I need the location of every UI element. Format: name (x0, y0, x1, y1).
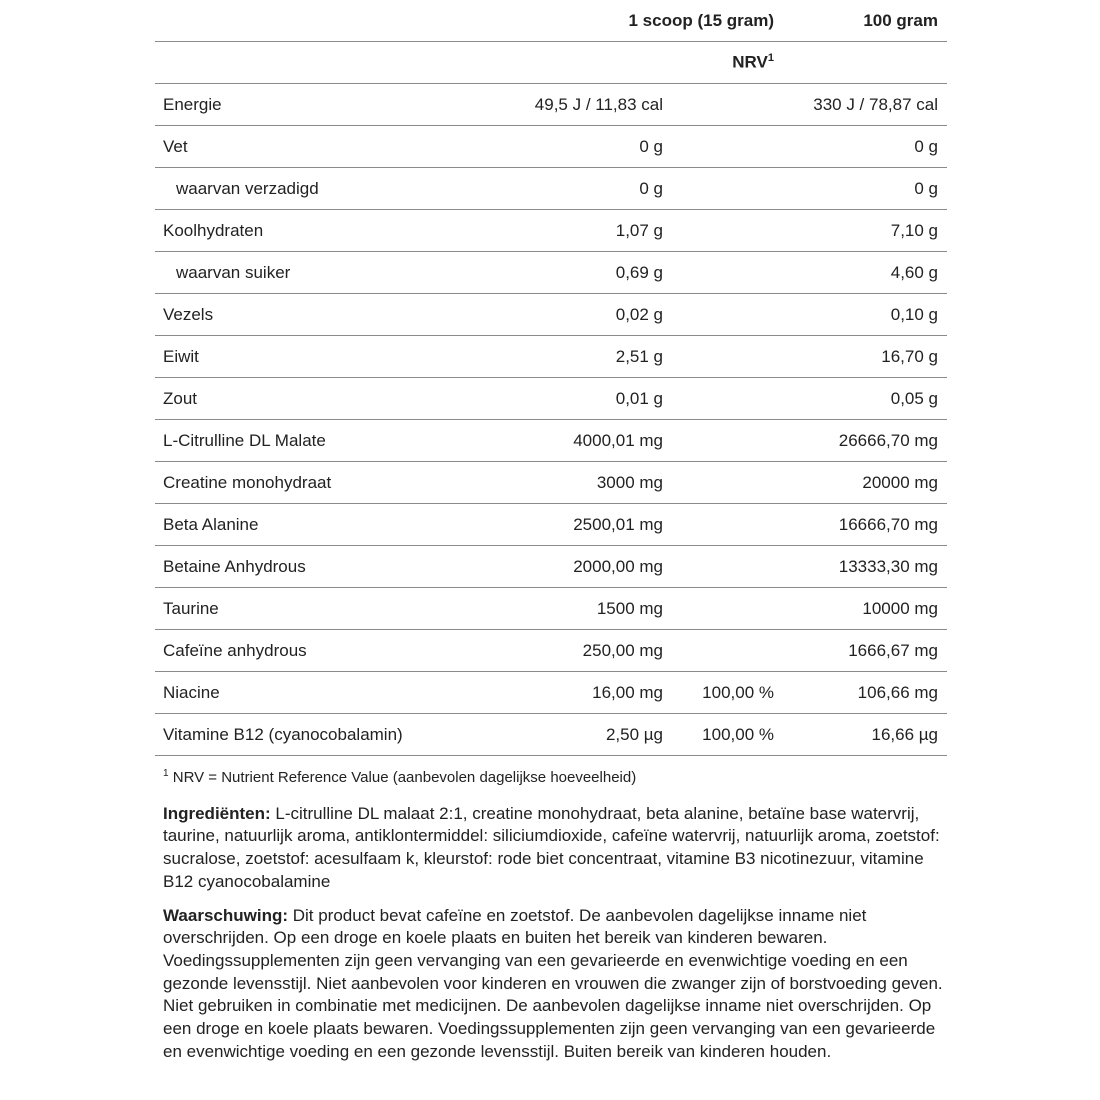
value-nrv (671, 504, 783, 546)
value-100g: 26666,70 mg (783, 420, 947, 462)
table-row (155, 714, 947, 756)
value-nrv (671, 210, 783, 252)
table-row (155, 420, 947, 462)
table-row (155, 294, 947, 336)
nrv-header-row (155, 42, 947, 84)
nutrition-table (155, 0, 947, 756)
nutrient-label: L-Citrulline DL Malate (155, 420, 503, 462)
value-nrv (671, 126, 783, 168)
footnote: $^1$ NRV = Nutrient Reference Value (aanbevolen dagelijkse hoeveelheid) (163, 768, 637, 786)
value-scoop: 0,69 g (503, 252, 671, 294)
value-nrv (671, 336, 783, 378)
value-nrv (671, 420, 783, 462)
value-100g: 16666,70 mg (783, 504, 947, 546)
table-row (155, 210, 947, 252)
header-nrv: NRV$^1$ (671, 42, 783, 84)
value-scoop: 2,50 µg (503, 714, 671, 756)
value-scoop: 1500 mg (503, 588, 671, 630)
value-nrv (671, 378, 783, 420)
table-row (155, 378, 947, 420)
table-row (155, 630, 947, 672)
value-nrv (671, 546, 783, 588)
value-scoop: 2000,00 mg (503, 546, 671, 588)
nutrient-label: Koolhydraten (155, 210, 503, 252)
nutrient-label: Vet (155, 126, 503, 168)
value-100g: 16,70 g (783, 336, 947, 378)
value-nrv (671, 630, 783, 672)
header-scoop: 1 scoop (15 gram) (503, 0, 783, 42)
value-nrv (671, 252, 783, 294)
value-nrv (671, 588, 783, 630)
value-nrv (671, 294, 783, 336)
value-scoop: 4000,01 mg (503, 420, 671, 462)
value-100g: 10000 mg (783, 588, 947, 630)
value-100g: 0,05 g (783, 378, 947, 420)
table-row (155, 252, 947, 294)
value-scoop: 0,02 g (503, 294, 671, 336)
table-row (155, 672, 947, 714)
table-row (155, 588, 947, 630)
value-scoop: 2,51 g (503, 336, 671, 378)
value-scoop: 3000 mg (503, 462, 671, 504)
value-scoop: 49,5 J / 11,83 cal (503, 84, 671, 126)
header-100g: 100 gram (783, 0, 947, 42)
value-100g: 16,66 µg (783, 714, 947, 756)
value-scoop: 16,00 mg (503, 672, 671, 714)
value-100g: 4,60 g (783, 252, 947, 294)
nutrient-label: waarvan suiker (155, 252, 503, 294)
nutrient-label: Niacine (155, 672, 503, 714)
nutrient-label: Zout (155, 378, 503, 420)
nutrient-label: Energie (155, 84, 503, 126)
nutrient-label: Taurine (155, 588, 503, 630)
header-row (155, 0, 947, 42)
value-nrv (671, 84, 783, 126)
nutrient-label: Cafeïne anhydrous (155, 630, 503, 672)
value-scoop: 0 g (503, 126, 671, 168)
value-nrv (671, 168, 783, 210)
nutrient-label: Creatine monohydraat (155, 462, 503, 504)
nutrient-label: Beta Alanine (155, 504, 503, 546)
value-scoop: 2500,01 mg (503, 504, 671, 546)
value-scoop: 250,00 mg (503, 630, 671, 672)
value-nrv: 100,00 % (671, 672, 783, 714)
value-100g: 1666,67 mg (783, 630, 947, 672)
nutrient-label: Eiwit (155, 336, 503, 378)
warning: Waarschuwing: Dit product bevat cafeïne en zoetstof. De aanbevolen dagelijkse inname niet overschrijden. Op een droge en koele plaats en buiten het bereik van kinderen bewaren. Voedingssupplementen zijn geen vervanging van een gevarieerde en evenwichtige voeding en een gezonde levensstijl. Niet aanbevolen voor kinderen en vrouwen die zwanger zijn of borstvoeding geven. Niet gebruiken in combinatie met medicijnen. De aanbevolen dagelijkse inname niet overschrijden. Op een droge en koele plaats bewaren. Voedingssupplementen zijn geen vervanging van een gevarieerde en evenwichtige voeding en een gezonde levensstijl. Buiten bereik van kinderen houden. (163, 905, 943, 1061)
table-row (155, 126, 947, 168)
table-row (155, 336, 947, 378)
value-nrv: 100,00 % (671, 714, 783, 756)
nutrient-label: Betaine Anhydrous (155, 546, 503, 588)
nutrient-label: waarvan verzadigd (155, 168, 503, 210)
value-100g: 13333,30 mg (783, 546, 947, 588)
nutrient-label: Vitamine B12 (cyanocobalamin) (155, 714, 503, 756)
ingredients: Ingrediënten: L-citrulline DL malaat 2:1, creatine monohydraat, beta alanine, betaïne base watervrij, taurine, natuurlijk aroma, antiklontermiddel: siliciumdioxide, cafeïne watervrij, natuurlijk aroma, zoetstof: sucralose, zoetstof: acesulfaam k, kleurstof: rode biet concentraat, vitamine B3 nicotinezuur, vitamine B12 cyanocobalamine (163, 803, 940, 891)
value-100g: 106,66 mg (783, 672, 947, 714)
table-row (155, 462, 947, 504)
value-scoop: 0 g (503, 168, 671, 210)
value-100g: 7,10 g (783, 210, 947, 252)
notes (163, 763, 943, 1074)
table-row (155, 168, 947, 210)
nutrient-label: Vezels (155, 294, 503, 336)
value-scoop: 1,07 g (503, 210, 671, 252)
value-100g: 0 g (783, 126, 947, 168)
value-100g: 330 J / 78,87 cal (783, 84, 947, 126)
value-nrv (671, 462, 783, 504)
value-scoop: 0,01 g (503, 378, 671, 420)
value-100g: 20000 mg (783, 462, 947, 504)
value-100g: 0,10 g (783, 294, 947, 336)
table-row (155, 84, 947, 126)
value-100g: 0 g (783, 168, 947, 210)
table-row (155, 546, 947, 588)
table-row (155, 504, 947, 546)
